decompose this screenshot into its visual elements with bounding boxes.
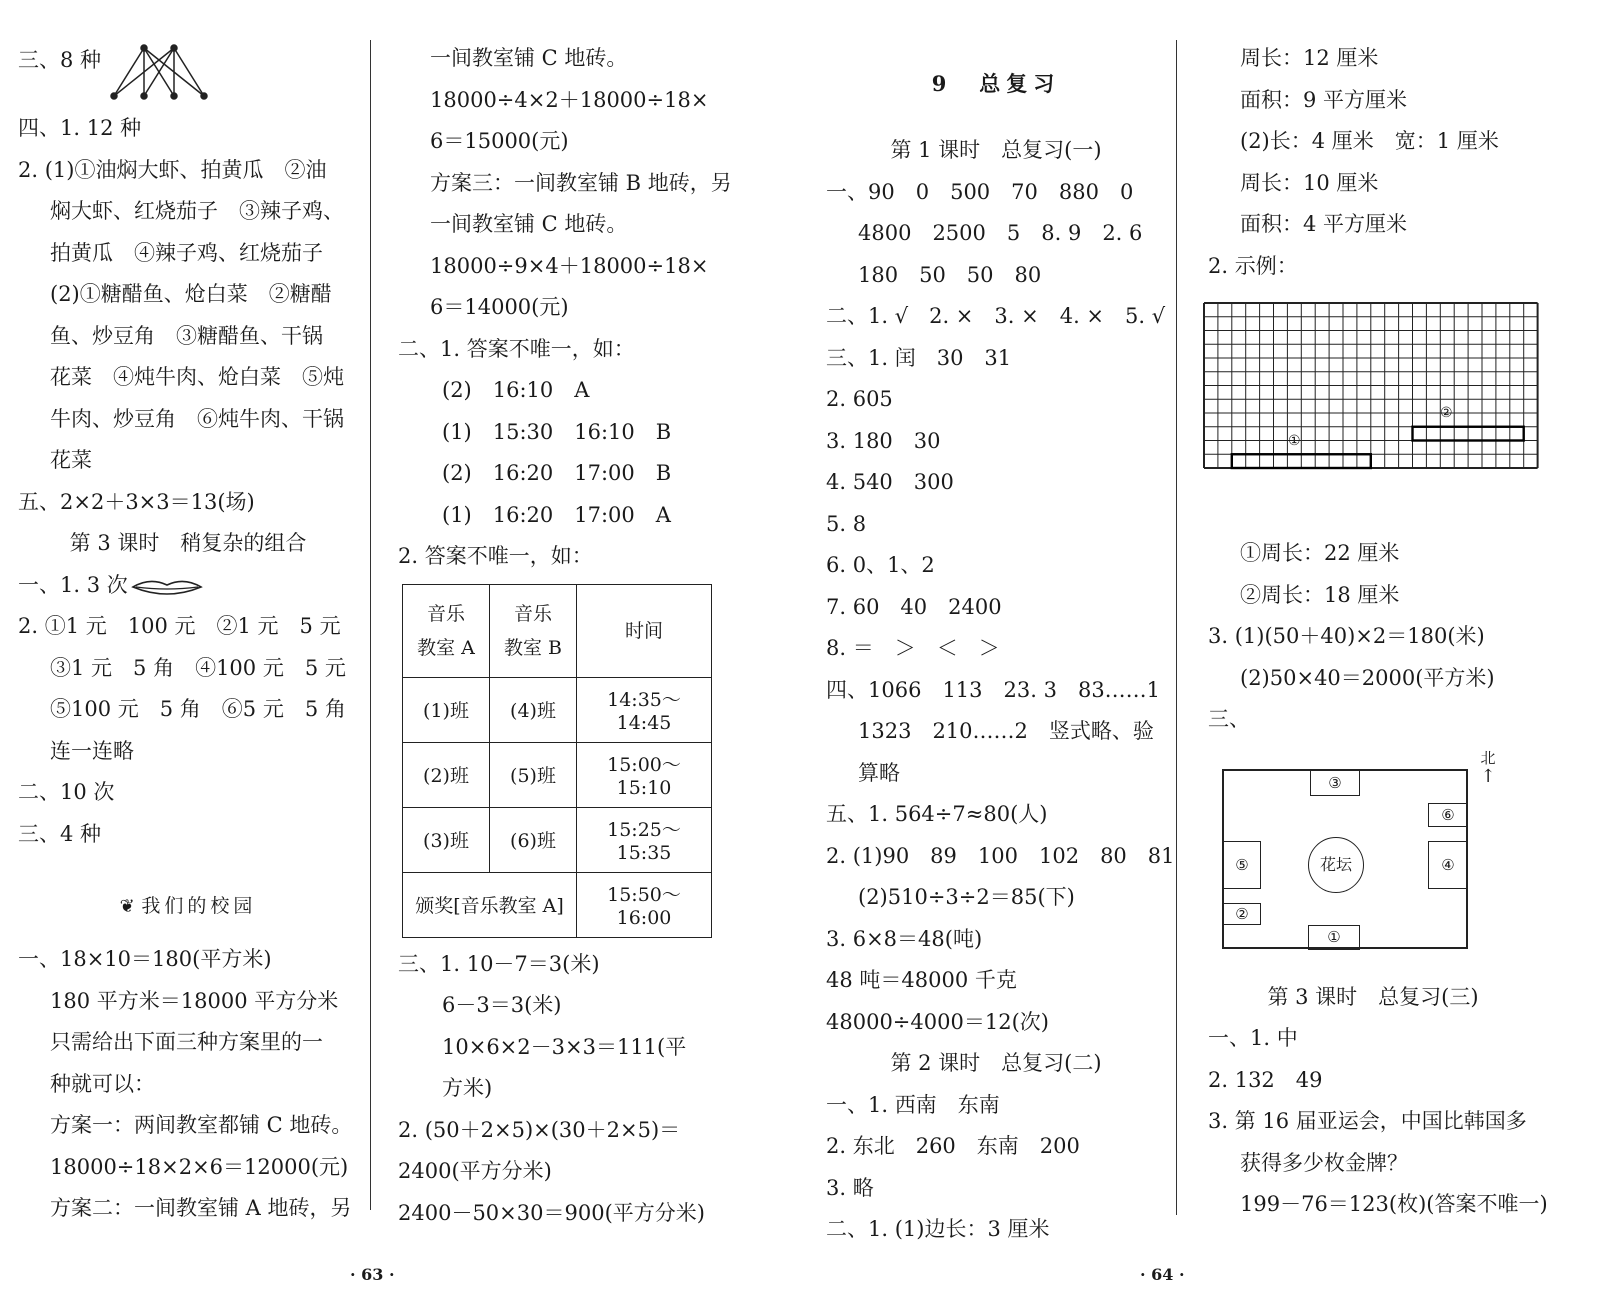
- answer-line: 一、1. 3 次: [18, 572, 128, 597]
- answer-line: (2) 16:10 A: [442, 378, 590, 402]
- answer-line: 二、1. (1)边长：3 厘米: [826, 1217, 1050, 1241]
- lips-diagram: [130, 577, 204, 597]
- map-building-5: ⑤: [1223, 841, 1261, 889]
- column-3: [826, 38, 1175, 1251]
- answer-line: 2. 605: [826, 387, 893, 411]
- answer-line: (2)长：4 厘米 宽：1 厘米: [1240, 129, 1499, 153]
- table-header: 音乐 教室 A: [403, 584, 490, 677]
- answer-line: 种就可以：: [50, 1071, 155, 1096]
- answer-line: 6＝14000(元): [430, 295, 569, 319]
- lesson-heading: 第 1 课时 总复习(一): [890, 138, 1102, 162]
- answer-line: 四、1. 12 种: [18, 116, 142, 140]
- answer-line: 7. 60 40 2400: [826, 594, 1002, 619]
- column-4: [1208, 38, 1568, 1226]
- column-divider: [370, 40, 371, 1210]
- answer-line: ③1 元 5 角 ④100 元 5 元: [50, 655, 346, 680]
- answer-line: 一、18×10＝180(平方米): [18, 947, 272, 971]
- answer-line: 五、2×2＋3×3＝13(场): [18, 489, 255, 514]
- answer-line: 一间教室铺 C 地砖。: [430, 212, 628, 236]
- answer-line: 花菜 ④炖牛肉、炝白菜 ⑤炖: [50, 365, 344, 389]
- answer-line: 1323 210……2 竖式略、验: [858, 719, 1154, 743]
- answer-line: 周长：10 厘米: [1240, 170, 1379, 195]
- answer-line: 2400(平方分米): [398, 1159, 552, 1183]
- answer-line: (2)50×40＝2000(平方米): [1240, 665, 1495, 690]
- answer-line: 2. (1)①油焖大虾、拍黄瓜 ②油: [18, 157, 327, 182]
- answer-line: 180 50 50 80: [858, 262, 1042, 287]
- answer-line: 方案二：一间教室铺 A 地砖，另: [50, 1196, 352, 1220]
- answer-line: 4. 540 300: [826, 470, 954, 494]
- map-building-1: ①: [1308, 925, 1360, 950]
- answer-line: 4800 2500 5 8. 9 2. 6: [858, 221, 1143, 245]
- answer-line: 只需给出下面三种方案里的一: [50, 1030, 323, 1054]
- answer-line: (1) 16:20 17:00 A: [442, 502, 671, 527]
- answer-line: 连一连略: [50, 738, 134, 763]
- page-number-left: · 63 ·: [350, 1265, 395, 1284]
- table-header: 时间: [577, 584, 712, 677]
- answer-line: 6－3＝3(米): [442, 993, 562, 1017]
- answer-line: 10×6×2－3×3＝111(平: [442, 1034, 687, 1059]
- answer-line: ⑤100 元 5 角 ⑥5 元 5 角: [50, 697, 346, 721]
- answer-line: ①周长：22 厘米: [1240, 541, 1400, 565]
- table-row: (1)班 (4)班 14:35～14:45: [403, 677, 712, 742]
- answer-line: 周长：12 厘米: [1240, 46, 1379, 70]
- answer-line: (1) 15:30 16:10 B: [442, 419, 672, 444]
- answer-line: 焖大虾、红烧茄子 ③辣子鸡、: [50, 199, 344, 223]
- table-row: (2)班 (5)班 15:00～15:10: [403, 742, 712, 807]
- answer-line: 三、1. 10－7＝3(米): [398, 951, 600, 976]
- page-number-right: · 64 ·: [1140, 1265, 1185, 1284]
- answer-line: 方案一：两间教室都铺 C 地砖。: [50, 1113, 353, 1137]
- answer-line: 18000÷18×2×6＝12000(元): [50, 1154, 349, 1179]
- answer-line: 6. 0、1、2: [826, 553, 935, 577]
- answer-line: (2)①糖醋鱼、炝白菜 ②糖醋: [50, 282, 332, 306]
- answer-line: 方米): [442, 1076, 493, 1100]
- answer-line: 五、1. 564÷7≈80(人): [826, 802, 1048, 826]
- sprout-icon: ❦: [119, 896, 135, 917]
- answer-line: 3. 第 16 届亚运会，中国比韩国多: [1208, 1109, 1527, 1133]
- answer-line: 三、8 种: [18, 48, 102, 72]
- answer-line: 18000÷9×4＋18000÷18×: [430, 253, 709, 278]
- answer-line: 199－76＝123(枚)(答案不唯一): [1240, 1192, 1548, 1216]
- answer-line: 2. 东北 260 东南 200: [826, 1134, 1080, 1158]
- answer-line: 一间教室铺 C 地砖。: [430, 46, 628, 70]
- answer-line: 拍黄瓜 ④辣子鸡、红烧茄子: [50, 240, 323, 265]
- answer-line: 3. 180 30: [826, 428, 941, 453]
- column-1: [18, 38, 358, 1230]
- schedule-table: [402, 584, 712, 938]
- answer-line: 2. (50＋2×5)×(30＋2×5)＝: [398, 1117, 681, 1142]
- map-building-4: ④: [1428, 841, 1468, 889]
- answer-line: 48 吨＝48000 千克: [826, 968, 1017, 992]
- answer-line: 8. ＝ ＞ ＜ ＞: [826, 636, 1000, 660]
- answer-line: 四、1066 113 23. 3 83……1: [826, 677, 1161, 702]
- answer-line: 2. 132 49: [1208, 1067, 1323, 1092]
- answer-line: 花菜: [50, 448, 92, 472]
- flower-bed: 花坛: [1308, 837, 1364, 893]
- answer-line: 2400－50×30＝900(平方分米): [398, 1200, 705, 1225]
- map-building-2: ②: [1223, 903, 1261, 925]
- column-2: [398, 38, 738, 1234]
- answer-line: 18000÷4×2＋18000÷18×: [430, 87, 709, 112]
- north-indicator: 北 ↑: [1480, 748, 1496, 787]
- answer-line: 48000÷4000＝12(次): [826, 1009, 1049, 1034]
- answer-line: 3. 6×8＝48(吨): [826, 926, 983, 951]
- section-heading: 我们的校园: [141, 895, 257, 917]
- table-row: (3)班 (6)班 15:25～15:35: [403, 807, 712, 872]
- answer-line: 2. 答案不唯一，如：: [398, 544, 593, 568]
- answer-line: 三、1. 闰 30 31: [826, 345, 1012, 370]
- campus-map: [1208, 741, 1568, 977]
- chapter-heading: 9 总复习: [931, 71, 1061, 96]
- answer-line: 2. (1)90 89 100 102 80 81: [826, 843, 1175, 868]
- answer-line: 3. 略: [826, 1175, 874, 1200]
- grid-mark: ②: [1440, 405, 1453, 421]
- square-grid: [1202, 301, 1542, 471]
- answer-line: 算略: [858, 760, 900, 785]
- answer-line: 2. ①1 元 100 元 ②1 元 5 元: [18, 614, 341, 638]
- answer-line: 6＝15000(元): [430, 129, 569, 153]
- answer-line: 一、1. 中: [1208, 1026, 1298, 1050]
- answer-line: 3. (1)(50＋40)×2＝180(米): [1208, 624, 1485, 648]
- answer-line: 三、: [1208, 707, 1250, 731]
- answer-line: 二、1. 答案不唯一，如：: [398, 336, 635, 361]
- lesson-heading: 第 3 课时 稍复杂的组合: [69, 531, 307, 555]
- combination-diagram: [110, 44, 214, 100]
- answer-line: 获得多少枚金牌？: [1240, 1150, 1408, 1175]
- lesson-heading: 第 2 课时 总复习(二): [890, 1051, 1102, 1075]
- grid-mark: ①: [1288, 433, 1301, 449]
- answer-line: 三、4 种: [18, 821, 102, 846]
- answer-line: 方案三：一间教室铺 B 地砖，另: [430, 170, 732, 195]
- answer-line: 牛肉、炒豆角 ⑥炖牛肉、干锅: [50, 406, 344, 431]
- table-row: 颁奖[音乐教室 A] 15:50～16:00: [403, 872, 712, 937]
- map-building-6: ⑥: [1428, 803, 1468, 827]
- answer-line: 一、1. 西南 东南: [826, 1092, 1000, 1117]
- answer-line: 2. 示例：: [1208, 253, 1298, 278]
- answer-line: 二、1. √ 2. × 3. × 4. × 5. √: [826, 304, 1166, 328]
- answer-line: 180 平方米＝18000 平方分米: [50, 988, 339, 1013]
- lesson-heading: 第 3 课时 总复习(三): [1267, 984, 1479, 1009]
- map-building-3: ③: [1310, 770, 1360, 796]
- answer-line: 一、90 0 500 70 880 0: [826, 179, 1134, 204]
- answer-line: (2)510÷3÷2＝85(下): [858, 885, 1075, 909]
- grid-figure: [1208, 287, 1568, 533]
- answer-line: 二、10 次: [18, 780, 115, 804]
- answer-line: (2) 16:20 17:00 B: [442, 461, 672, 485]
- table-header: 音乐 教室 B: [490, 584, 577, 677]
- answer-line: ②周长：18 厘米: [1240, 582, 1400, 607]
- column-divider: [1176, 40, 1177, 1215]
- answer-line: 5. 8: [826, 511, 867, 536]
- answer-line: 鱼、炒豆角 ③糖醋鱼、干锅: [50, 323, 323, 348]
- answer-line: 面积：9 平方厘米: [1240, 87, 1408, 112]
- answer-line: 面积：4 平方厘米: [1240, 212, 1408, 236]
